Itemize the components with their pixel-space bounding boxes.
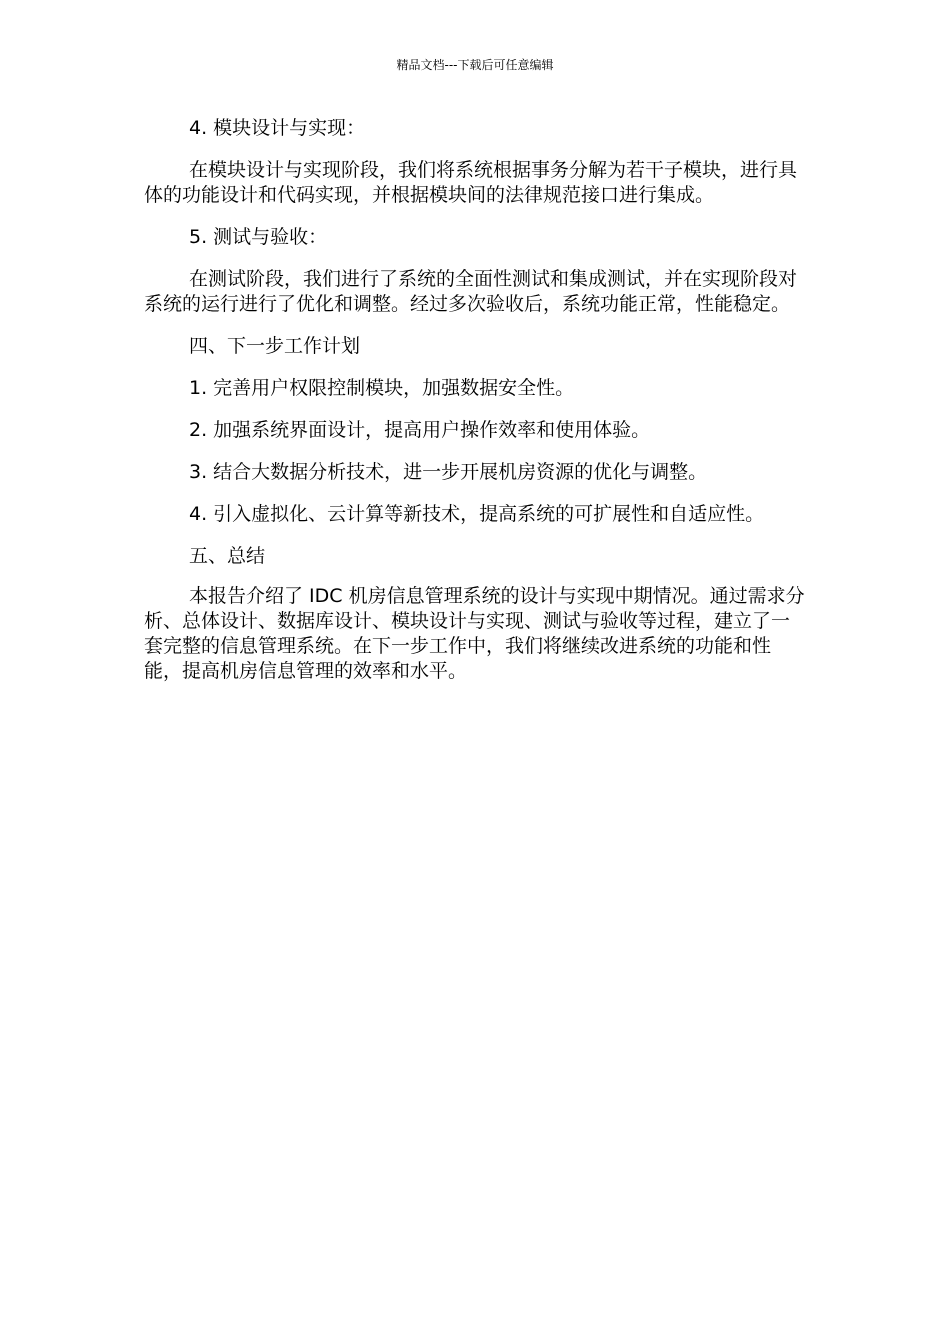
paragraph-testing: 在测试阶段，我们进行了系统的全面性测试和集成测试，并在实现阶段对系统的运行进行了优化和调整。经过多次验收后，系统功能正常，性能稳定。 [144,268,798,315]
paragraph-summary: 本报告介绍了 IDC 机房信息管理系统的设计与实现中期情况。通过需求分析、总体设计、数据库设计、模块设计与实现、测试与验收等过程，建立了一套完整的信息管理系统。在下一步工作中，我们将继续改进系统的功能和性能，提高机房信息管理的效率和水平。 [144,585,805,682]
plan-item-1: 1. 完善用户权限控制模块，加强数据安全性。 [189,377,575,399]
plan-item-2: 2. 加强系统界面设计，提高用户操作效率和使用体验。 [189,419,651,441]
page-header: 精品文档---下载后可任意编辑 [396,58,554,72]
document-body [144,116,808,701]
paragraph-module-design: 在模块设计与实现阶段，我们将系统根据事务分解为若干子模块，进行具体的功能设计和代码实现，并根据模块间的法律规范接口进行集成。 [144,159,798,206]
section-heading-summary: 五、总结 [189,545,266,567]
section-heading-module-design: 4. 模块设计与实现： [189,117,366,139]
section-heading-next-plan: 四、下一步工作计划 [189,335,361,357]
plan-item-3: 3. 结合大数据分析技术，进一步开展机房资源的优化与调整。 [189,461,708,483]
plan-item-4: 4. 引入虚拟化、云计算等新技术，提高系统的可扩展性和自适应性。 [189,503,765,525]
section-heading-testing: 5. 测试与验收： [189,226,328,248]
